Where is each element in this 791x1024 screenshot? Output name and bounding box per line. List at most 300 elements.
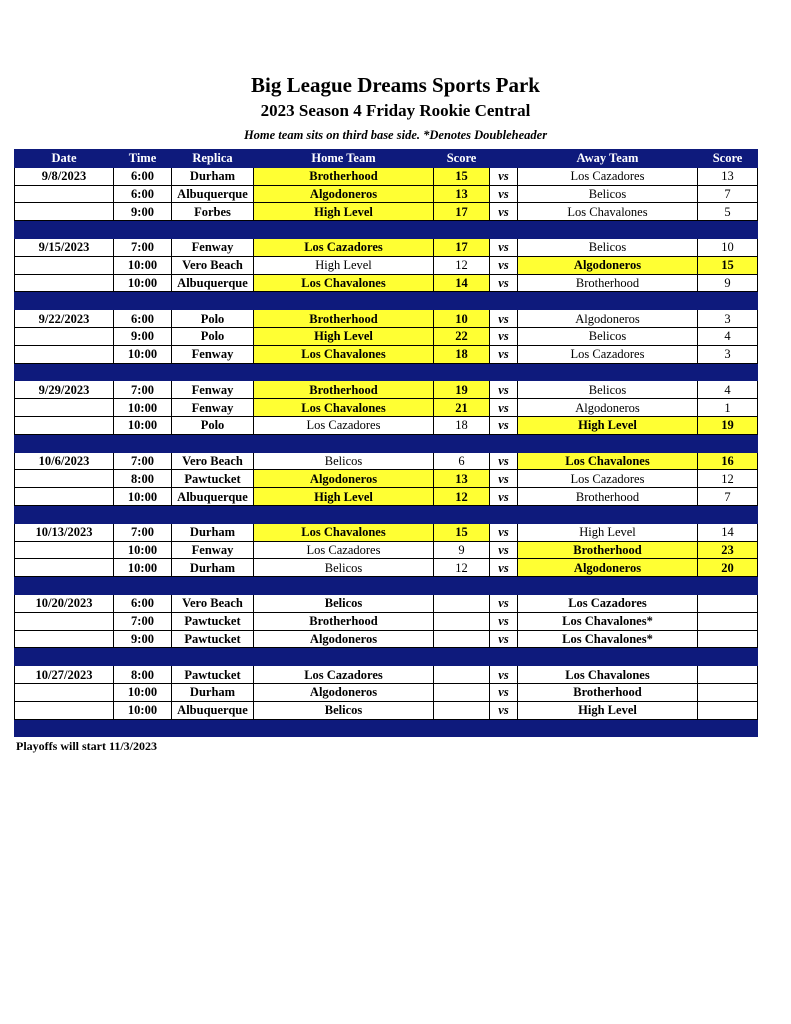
separator-cell xyxy=(172,363,254,381)
vs-cell: vs xyxy=(490,274,518,292)
vs-cell: vs xyxy=(490,612,518,630)
time-cell: 10:00 xyxy=(114,399,172,417)
home-score-cell xyxy=(434,666,490,684)
time-cell: 10:00 xyxy=(114,416,172,434)
column-header-vs xyxy=(490,150,518,168)
separator-cell xyxy=(490,719,518,737)
separator-cell xyxy=(15,719,114,737)
time-cell: 7:00 xyxy=(114,523,172,541)
table-row xyxy=(15,203,758,221)
home-team-cell: Los Chavalones xyxy=(254,345,434,363)
away-team-cell: Belicos xyxy=(518,185,698,203)
replica-cell: Durham xyxy=(172,167,254,185)
separator-cell xyxy=(490,221,518,239)
column-header-away-score: Score xyxy=(698,150,758,168)
separator-cell xyxy=(15,292,114,310)
separator-cell xyxy=(518,648,698,666)
away-team-cell: Los Chavalones xyxy=(518,666,698,684)
home-score-cell: 6 xyxy=(434,452,490,470)
separator-cell xyxy=(490,505,518,523)
table-row xyxy=(15,310,758,328)
week-separator-row xyxy=(15,434,758,452)
separator-cell xyxy=(114,221,172,239)
time-cell: 7:00 xyxy=(114,452,172,470)
home-team-cell: Los Cazadores xyxy=(254,541,434,559)
away-team-cell: Los Chavalones xyxy=(518,203,698,221)
separator-cell xyxy=(114,648,172,666)
column-header-home-score: Score xyxy=(434,150,490,168)
schedule-table xyxy=(14,149,758,737)
home-team-cell: Los Cazadores xyxy=(254,238,434,256)
home-score-cell xyxy=(434,594,490,612)
date-cell xyxy=(15,345,114,363)
separator-cell xyxy=(518,292,698,310)
away-score-cell: 7 xyxy=(698,185,758,203)
away-team-cell: Belicos xyxy=(518,381,698,399)
separator-cell xyxy=(434,719,490,737)
vs-cell: vs xyxy=(490,167,518,185)
away-score-cell: 3 xyxy=(698,345,758,363)
vs-cell: vs xyxy=(490,345,518,363)
column-header-away-team: Away Team xyxy=(518,150,698,168)
away-team-cell: Belicos xyxy=(518,327,698,345)
home-score-cell: 22 xyxy=(434,327,490,345)
date-cell xyxy=(15,630,114,648)
away-score-cell xyxy=(698,612,758,630)
week-separator-row xyxy=(15,221,758,239)
time-cell: 8:00 xyxy=(114,666,172,684)
replica-cell: Polo xyxy=(172,310,254,328)
home-score-cell: 18 xyxy=(434,345,490,363)
separator-cell xyxy=(434,363,490,381)
home-score-cell: 12 xyxy=(434,488,490,506)
home-team-note: Home team sits on third base side. *Denotes Doubleheader xyxy=(243,128,548,142)
vs-cell: vs xyxy=(490,541,518,559)
replica-cell: Fenway xyxy=(172,541,254,559)
separator-cell xyxy=(434,505,490,523)
home-team-cell: Belicos xyxy=(254,452,434,470)
home-score-cell: 17 xyxy=(434,238,490,256)
time-cell: 6:00 xyxy=(114,594,172,612)
away-team-cell: Los Cazadores xyxy=(518,167,698,185)
home-score-cell: 21 xyxy=(434,399,490,417)
replica-cell: Polo xyxy=(172,416,254,434)
home-team-cell: High Level xyxy=(254,256,434,274)
table-row xyxy=(15,327,758,345)
time-cell: 10:00 xyxy=(114,256,172,274)
vs-cell: vs xyxy=(490,203,518,221)
replica-cell: Albuquerque xyxy=(172,701,254,719)
replica-cell: Polo xyxy=(172,327,254,345)
date-cell xyxy=(15,701,114,719)
separator-cell xyxy=(15,434,114,452)
table-row xyxy=(15,470,758,488)
away-team-cell: Brotherhood xyxy=(518,541,698,559)
separator-cell xyxy=(518,363,698,381)
table-header-row xyxy=(15,150,758,168)
separator-cell xyxy=(490,363,518,381)
away-score-cell: 1 xyxy=(698,399,758,417)
away-team-cell: High Level xyxy=(518,523,698,541)
vs-cell: vs xyxy=(490,310,518,328)
vs-cell: vs xyxy=(490,523,518,541)
replica-cell: Albuquerque xyxy=(172,488,254,506)
replica-cell: Vero Beach xyxy=(172,452,254,470)
separator-cell xyxy=(698,577,758,595)
table-row xyxy=(15,399,758,417)
week-separator-row xyxy=(15,363,758,381)
home-score-cell xyxy=(434,612,490,630)
replica-cell: Fenway xyxy=(172,381,254,399)
away-team-cell: Los Chavalones xyxy=(518,452,698,470)
separator-cell xyxy=(172,505,254,523)
home-team-cell: High Level xyxy=(254,488,434,506)
separator-cell xyxy=(254,434,434,452)
table-row xyxy=(15,167,758,185)
week-separator-row xyxy=(15,648,758,666)
replica-cell: Pawtucket xyxy=(172,612,254,630)
separator-cell xyxy=(518,719,698,737)
schedule-body xyxy=(15,167,758,737)
home-score-cell: 13 xyxy=(434,185,490,203)
away-score-cell: 5 xyxy=(698,203,758,221)
away-score-cell xyxy=(698,683,758,701)
column-header-replica: Replica xyxy=(172,150,254,168)
time-cell: 7:00 xyxy=(114,381,172,399)
table-row xyxy=(15,416,758,434)
vs-cell: vs xyxy=(490,559,518,577)
away-team-cell: Los Cazadores xyxy=(518,345,698,363)
date-cell: 9/8/2023 xyxy=(15,167,114,185)
page-subtitle: 2023 Season 4 Friday Rookie Central xyxy=(260,101,531,120)
away-team-cell: High Level xyxy=(518,416,698,434)
vs-cell: vs xyxy=(490,238,518,256)
separator-cell xyxy=(490,648,518,666)
time-cell: 10:00 xyxy=(114,559,172,577)
separator-cell xyxy=(15,363,114,381)
separator-cell xyxy=(254,505,434,523)
away-team-cell: Brotherhood xyxy=(518,488,698,506)
vs-cell: vs xyxy=(490,416,518,434)
date-cell xyxy=(15,470,114,488)
separator-cell xyxy=(254,221,434,239)
table-row xyxy=(15,523,758,541)
away-team-cell: Los Cazadores xyxy=(518,594,698,612)
home-score-cell xyxy=(434,630,490,648)
date-cell xyxy=(15,274,114,292)
home-team-cell: Los Chavalones xyxy=(254,399,434,417)
table-row xyxy=(15,559,758,577)
home-team-cell: Algodoneros xyxy=(254,470,434,488)
date-cell xyxy=(15,559,114,577)
separator-cell xyxy=(698,719,758,737)
home-score-cell: 12 xyxy=(434,256,490,274)
table-row xyxy=(15,612,758,630)
away-score-cell xyxy=(698,594,758,612)
separator-cell xyxy=(172,434,254,452)
vs-cell: vs xyxy=(490,594,518,612)
replica-cell: Fenway xyxy=(172,345,254,363)
table-row xyxy=(15,488,758,506)
replica-cell: Forbes xyxy=(172,203,254,221)
separator-cell xyxy=(698,648,758,666)
separator-cell xyxy=(698,292,758,310)
separator-cell xyxy=(172,719,254,737)
table-row xyxy=(15,541,758,559)
time-cell: 10:00 xyxy=(114,345,172,363)
separator-cell xyxy=(114,577,172,595)
separator-cell xyxy=(15,221,114,239)
away-score-cell: 4 xyxy=(698,381,758,399)
away-team-cell: Brotherhood xyxy=(518,683,698,701)
date-cell xyxy=(15,203,114,221)
date-cell: 10/20/2023 xyxy=(15,594,114,612)
table-row xyxy=(15,381,758,399)
replica-cell: Pawtucket xyxy=(172,666,254,684)
separator-cell xyxy=(698,434,758,452)
home-team-cell: Brotherhood xyxy=(254,167,434,185)
separator-cell xyxy=(698,505,758,523)
replica-cell: Durham xyxy=(172,683,254,701)
away-score-cell: 13 xyxy=(698,167,758,185)
away-score-cell: 20 xyxy=(698,559,758,577)
separator-cell xyxy=(254,719,434,737)
time-cell: 10:00 xyxy=(114,683,172,701)
home-team-cell: Brotherhood xyxy=(254,612,434,630)
home-score-cell: 15 xyxy=(434,167,490,185)
away-team-cell: Los Chavalones* xyxy=(518,630,698,648)
away-team-cell: Los Chavalones* xyxy=(518,612,698,630)
vs-cell: vs xyxy=(490,452,518,470)
separator-cell xyxy=(172,577,254,595)
replica-cell: Pawtucket xyxy=(172,470,254,488)
date-cell xyxy=(15,541,114,559)
home-team-cell: Brotherhood xyxy=(254,310,434,328)
date-cell xyxy=(15,612,114,630)
away-team-cell: Algodoneros xyxy=(518,399,698,417)
away-team-cell: Los Cazadores xyxy=(518,470,698,488)
column-header-time: Time xyxy=(114,150,172,168)
date-cell: 9/15/2023 xyxy=(15,238,114,256)
vs-cell: vs xyxy=(490,666,518,684)
home-score-cell: 10 xyxy=(434,310,490,328)
time-cell: 8:00 xyxy=(114,470,172,488)
time-cell: 6:00 xyxy=(114,167,172,185)
separator-cell xyxy=(490,577,518,595)
away-score-cell: 15 xyxy=(698,256,758,274)
home-team-cell: Belicos xyxy=(254,559,434,577)
vs-cell: vs xyxy=(490,381,518,399)
separator-cell xyxy=(518,434,698,452)
time-cell: 9:00 xyxy=(114,327,172,345)
separator-cell xyxy=(254,292,434,310)
vs-cell: vs xyxy=(490,399,518,417)
away-score-cell: 3 xyxy=(698,310,758,328)
away-score-cell: 12 xyxy=(698,470,758,488)
separator-cell xyxy=(434,577,490,595)
replica-cell: Fenway xyxy=(172,238,254,256)
week-separator-row xyxy=(15,505,758,523)
date-cell xyxy=(15,683,114,701)
table-row xyxy=(15,701,758,719)
away-score-cell xyxy=(698,701,758,719)
home-team-cell: Belicos xyxy=(254,594,434,612)
table-row xyxy=(15,185,758,203)
separator-cell xyxy=(254,648,434,666)
separator-cell xyxy=(15,505,114,523)
home-score-cell: 13 xyxy=(434,470,490,488)
away-team-cell: Algodoneros xyxy=(518,310,698,328)
table-row xyxy=(15,594,758,612)
date-cell xyxy=(15,416,114,434)
separator-cell xyxy=(490,292,518,310)
time-cell: 10:00 xyxy=(114,701,172,719)
separator-cell xyxy=(114,505,172,523)
vs-cell: vs xyxy=(490,488,518,506)
home-team-cell: Los Chavalones xyxy=(254,523,434,541)
away-score-cell: 14 xyxy=(698,523,758,541)
separator-cell xyxy=(490,434,518,452)
table-row xyxy=(15,256,758,274)
home-score-cell: 12 xyxy=(434,559,490,577)
table-row xyxy=(15,345,758,363)
home-team-cell: Brotherhood xyxy=(254,381,434,399)
date-cell xyxy=(15,256,114,274)
home-score-cell xyxy=(434,701,490,719)
time-cell: 10:00 xyxy=(114,488,172,506)
separator-cell xyxy=(518,221,698,239)
time-cell: 9:00 xyxy=(114,203,172,221)
page-title: Big League Dreams Sports Park xyxy=(251,73,540,97)
home-team-cell: Algodoneros xyxy=(254,683,434,701)
replica-cell: Vero Beach xyxy=(172,256,254,274)
replica-cell: Albuquerque xyxy=(172,185,254,203)
playoffs-note: Playoffs will start 11/3/2023 xyxy=(16,739,157,753)
separator-cell xyxy=(698,221,758,239)
table-row xyxy=(15,452,758,470)
separator-cell xyxy=(434,648,490,666)
separator-cell xyxy=(434,221,490,239)
separator-cell xyxy=(434,434,490,452)
time-cell: 9:00 xyxy=(114,630,172,648)
away-team-cell: Brotherhood xyxy=(518,274,698,292)
replica-cell: Vero Beach xyxy=(172,594,254,612)
separator-cell xyxy=(114,363,172,381)
home-score-cell: 17 xyxy=(434,203,490,221)
date-cell: 10/27/2023 xyxy=(15,666,114,684)
away-team-cell: Algodoneros xyxy=(518,559,698,577)
vs-cell: vs xyxy=(490,470,518,488)
separator-cell xyxy=(114,719,172,737)
away-score-cell: 4 xyxy=(698,327,758,345)
home-team-cell: High Level xyxy=(254,327,434,345)
away-score-cell xyxy=(698,630,758,648)
separator-cell xyxy=(254,363,434,381)
table-row xyxy=(15,630,758,648)
table-row xyxy=(15,666,758,684)
replica-cell: Fenway xyxy=(172,399,254,417)
vs-cell: vs xyxy=(490,683,518,701)
time-cell: 7:00 xyxy=(114,612,172,630)
vs-cell: vs xyxy=(490,327,518,345)
separator-cell xyxy=(172,221,254,239)
separator-cell xyxy=(172,292,254,310)
home-score-cell: 18 xyxy=(434,416,490,434)
separator-cell xyxy=(698,363,758,381)
week-separator-row xyxy=(15,719,758,737)
date-cell: 10/6/2023 xyxy=(15,452,114,470)
time-cell: 6:00 xyxy=(114,185,172,203)
away-team-cell: Algodoneros xyxy=(518,256,698,274)
time-cell: 6:00 xyxy=(114,310,172,328)
home-score-cell: 14 xyxy=(434,274,490,292)
time-cell: 10:00 xyxy=(114,274,172,292)
separator-cell xyxy=(254,577,434,595)
vs-cell: vs xyxy=(490,630,518,648)
week-separator-row xyxy=(15,292,758,310)
away-score-cell: 16 xyxy=(698,452,758,470)
away-team-cell: Belicos xyxy=(518,238,698,256)
home-team-cell: Algodoneros xyxy=(254,185,434,203)
date-cell xyxy=(15,185,114,203)
column-header-home-team: Home Team xyxy=(254,150,434,168)
vs-cell: vs xyxy=(490,185,518,203)
column-header-date: Date xyxy=(15,150,114,168)
separator-cell xyxy=(172,648,254,666)
away-score-cell: 10 xyxy=(698,238,758,256)
away-score-cell: 7 xyxy=(698,488,758,506)
date-cell xyxy=(15,327,114,345)
separator-cell xyxy=(518,577,698,595)
away-score-cell: 9 xyxy=(698,274,758,292)
home-score-cell: 15 xyxy=(434,523,490,541)
replica-cell: Durham xyxy=(172,559,254,577)
vs-cell: vs xyxy=(490,701,518,719)
home-team-cell: High Level xyxy=(254,203,434,221)
date-cell: 10/13/2023 xyxy=(15,523,114,541)
date-cell xyxy=(15,399,114,417)
away-score-cell: 19 xyxy=(698,416,758,434)
home-score-cell: 9 xyxy=(434,541,490,559)
replica-cell: Albuquerque xyxy=(172,274,254,292)
separator-cell xyxy=(434,292,490,310)
time-cell: 10:00 xyxy=(114,541,172,559)
home-team-cell: Algodoneros xyxy=(254,630,434,648)
away-score-cell: 23 xyxy=(698,541,758,559)
table-row xyxy=(15,274,758,292)
away-score-cell xyxy=(698,666,758,684)
table-row xyxy=(15,683,758,701)
home-team-cell: Los Cazadores xyxy=(254,666,434,684)
time-cell: 7:00 xyxy=(114,238,172,256)
separator-cell xyxy=(114,434,172,452)
home-team-cell: Belicos xyxy=(254,701,434,719)
separator-cell xyxy=(518,505,698,523)
table-row xyxy=(15,238,758,256)
date-cell xyxy=(15,488,114,506)
replica-cell: Durham xyxy=(172,523,254,541)
away-team-cell: High Level xyxy=(518,701,698,719)
home-score-cell xyxy=(434,683,490,701)
separator-cell xyxy=(15,577,114,595)
home-score-cell: 19 xyxy=(434,381,490,399)
date-cell: 9/22/2023 xyxy=(15,310,114,328)
home-team-cell: Los Chavalones xyxy=(254,274,434,292)
vs-cell: vs xyxy=(490,256,518,274)
separator-cell xyxy=(15,648,114,666)
week-separator-row xyxy=(15,577,758,595)
replica-cell: Pawtucket xyxy=(172,630,254,648)
